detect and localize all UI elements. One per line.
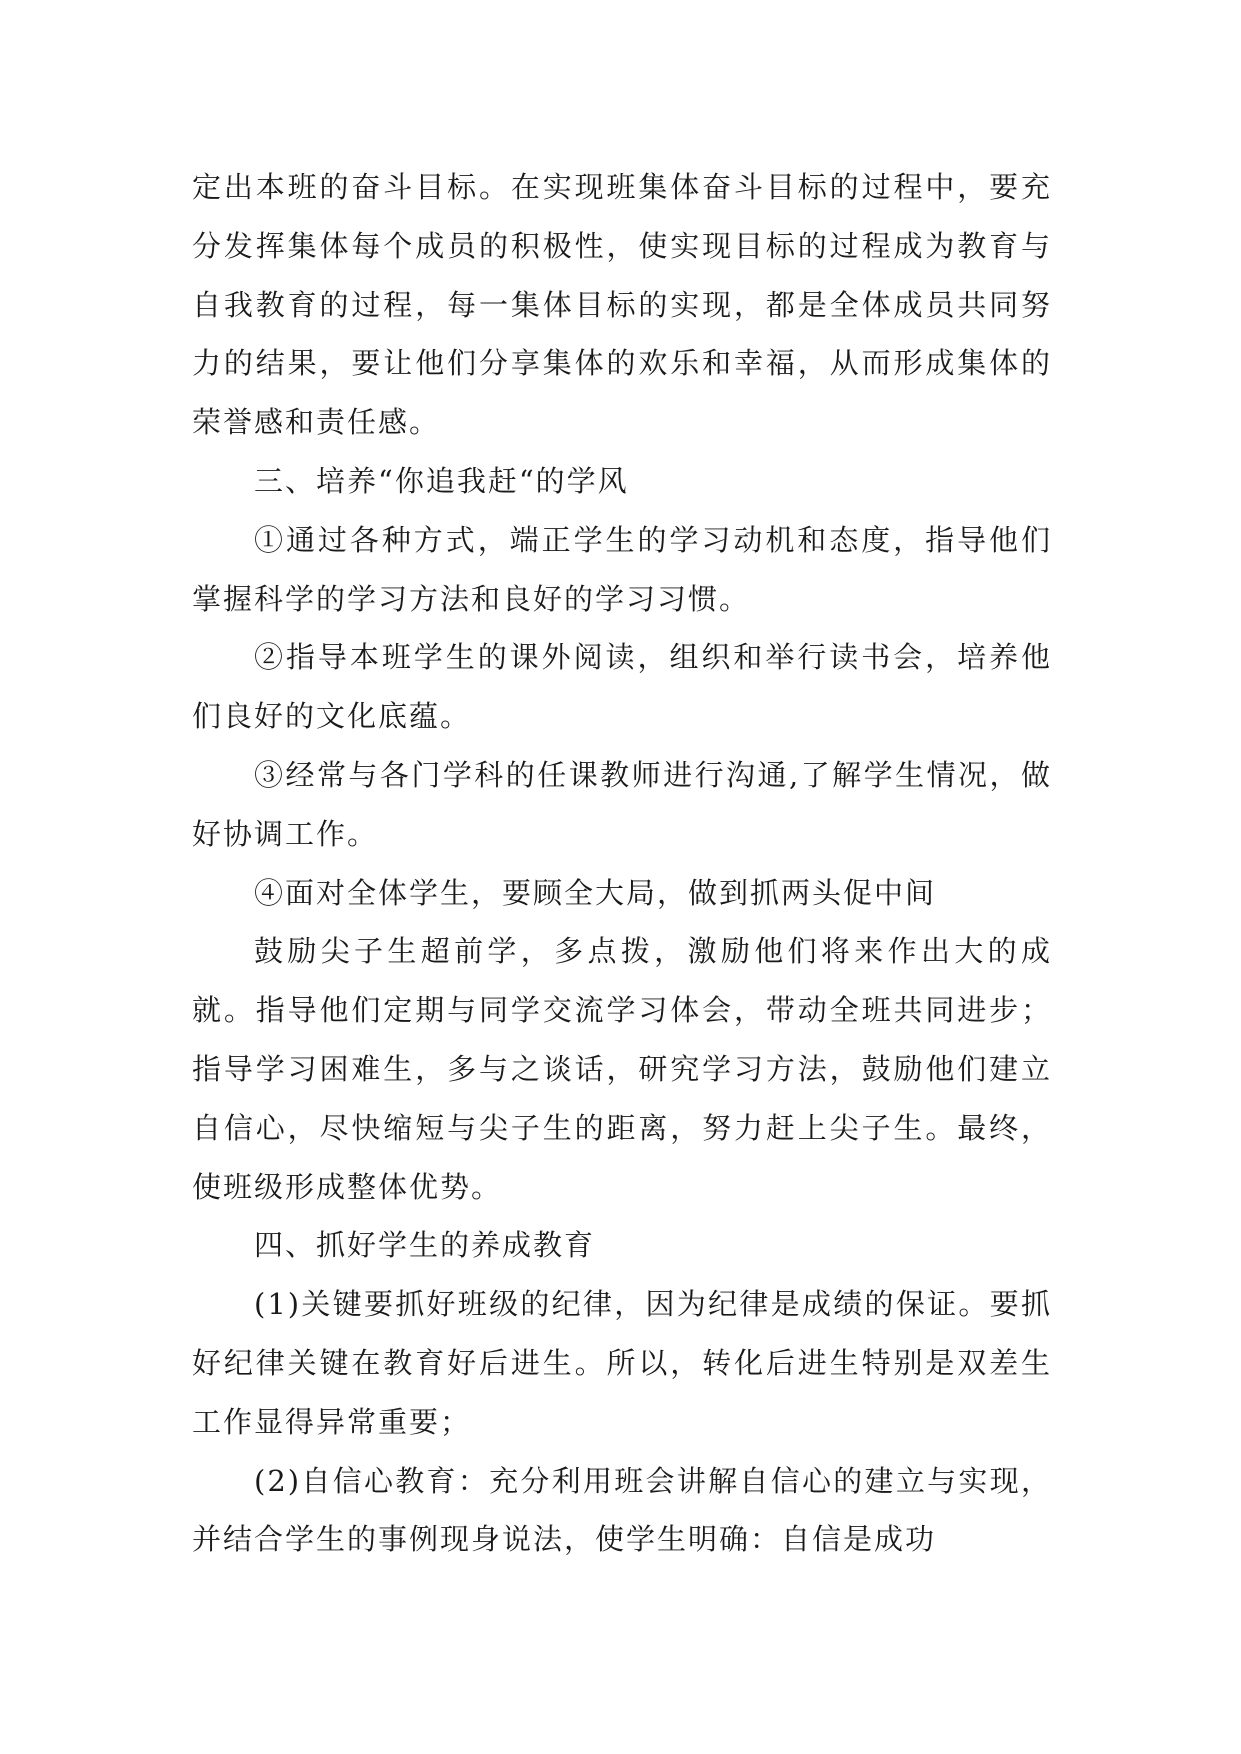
paragraph-1: 定出本班的奋斗目标。在实现班集体奋斗目标的过程中，要充分发挥集体每个成员的积极性，使实现目标的过程成为教育与自我教育的过程，每一集体目标的实现，都是全体成员共同努力的结果，要让他们分享集体的欢乐和幸福，从而形成集体的荣誉感和责任感。: [192, 170, 1052, 440]
paragraph-item-3: ③经常与各门学科的任课教师进行沟通,了解学生情况，做好协调工作。: [192, 757, 1052, 851]
paragraph-encourage: 鼓励尖子生超前学，多点拨，激励他们将来作出大的成就。指导他们定期与同学交流学习体会，带动全班共同进步；指导学习困难生，多与之谈话，研究学习方法，鼓励他们建立自信心，尽快缩短与尖子生的距离，努力赶上尖子生。最终，使班级形成整体优势。: [192, 934, 1052, 1204]
paragraph-item-1: ①通过各种方式，端正学生的学习动机和态度，指导他们掌握科学的学习方法和良好的学习习惯。: [192, 522, 1052, 616]
section-heading-3: 三、培养“你追我赶“的学风: [254, 463, 629, 498]
paragraph-confidence: (2)自信心教育：充分利用班会讲解自信心的建立与实现，并结合学生的事例现身说法，使学生明确：自信是成功: [192, 1463, 1052, 1557]
document-body: [192, 158, 1052, 1569]
paragraph-discipline: (1)关键要抓好班级的纪律，因为纪律是成绩的保证。要抓好纪律关键在教育好后进生。所以，转化后进生特别是双差生工作显得异常重要；: [192, 1287, 1052, 1439]
section-heading-4: 四、抓好学生的养成教育: [254, 1228, 596, 1263]
paragraph-item-2: ②指导本班学生的课外阅读，组织和举行读书会，培养他们良好的文化底蕴。: [192, 640, 1052, 734]
paragraph-item-4: ④面对全体学生，要顾全大局，做到抓两头促中间: [254, 875, 937, 910]
